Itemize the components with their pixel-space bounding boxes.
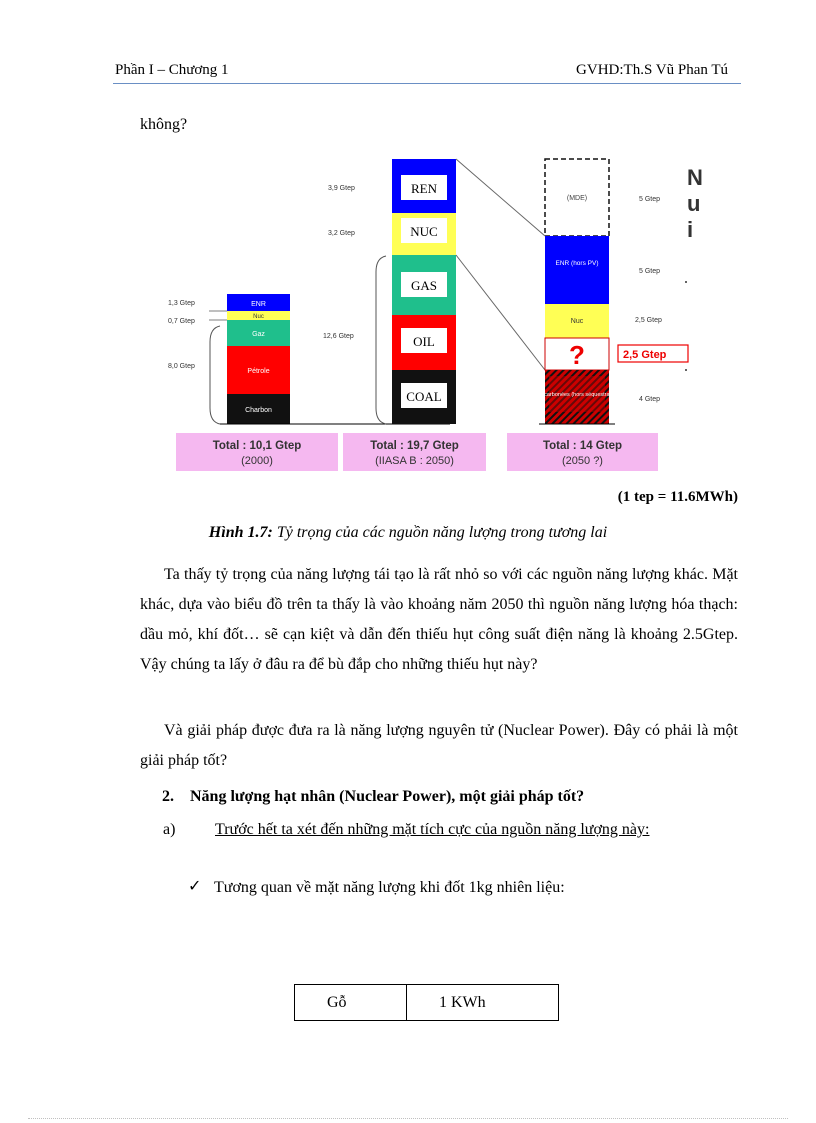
energy-chart	[160, 150, 710, 475]
question-mark: ?	[569, 340, 585, 370]
segment-label-oil: OIL	[413, 334, 435, 349]
bar-segment-enr	[545, 236, 609, 304]
header-instructor: GVHD:Th.S Vũ Phan Tú	[576, 62, 728, 78]
segment-label-enr: ENR (hors PV)	[555, 260, 599, 267]
segment-label-charbon: Charbon	[245, 407, 272, 414]
figure-caption	[0, 524, 816, 542]
side-value: 3,2 Gtep	[328, 230, 355, 237]
section-heading: 2. Năng lượng hạt nhân (Nuclear Power), một giải pháp tốt?	[162, 788, 585, 805]
segment-label-nuc: NUC	[410, 224, 438, 239]
intro-text: không?	[140, 116, 188, 133]
total-label: Total : 14 Gtep	[542, 440, 623, 452]
paragraph: Ta thấy tỷ trọng của năng lượng tái tạo là rất nhỏ so với các nguồn năng lượng khác. Mặt khác, dựa vào biểu đồ trên ta thấy là vào khoảng năm 2050 thì nguồn năng lượng hóa thạch: dầu mỏ, khí đốt… sẽ cạn kiệt và dẫn đến thiếu hụt công suất điện năng là khoảng 2.5Gtep. Vậy chúng ta lấy ở đâu ra để bù đắp cho những thiếu hụt này?	[140, 566, 738, 673]
checklist-text: Tương quan về mặt năng lượng khi đốt 1kg nhiên liệu:	[214, 879, 565, 896]
segment-label-coal: COAL	[406, 389, 442, 404]
total-sublabel: (2050 ?)	[562, 455, 603, 467]
side-value: 3,9 Gtep	[328, 185, 355, 192]
segment-label-nuc: Nuc	[253, 314, 264, 320]
column-2050-question	[521, 159, 688, 424]
table-cell-fuel: Gỗ	[295, 985, 407, 1021]
segment-label-carbon: Energies carbonées (hors séquestration CO2)	[520, 392, 634, 398]
total-label: Total : 10,1 Gtep	[212, 440, 302, 452]
table-row	[295, 985, 559, 1021]
total-label: Total : 19,7 Gtep	[370, 440, 459, 452]
cut-off-letter: u	[687, 191, 701, 216]
side-value: 5 Gtep	[639, 268, 661, 275]
header-chapter: Phần I – Chương 1	[115, 62, 229, 78]
side-value: 2,5 Gtep	[635, 317, 662, 324]
subsection-letter: a)	[163, 821, 176, 838]
cut-off-letter: i	[687, 217, 694, 242]
side-value: 0,7 Gtep	[168, 318, 195, 325]
side-value: 1,3 Gtep	[168, 300, 195, 307]
side-value-highlight: 2,5 Gtep	[623, 349, 667, 361]
column-2000	[168, 294, 290, 424]
caption-label: Hình 1.7:	[208, 524, 273, 541]
total-sublabel: (IIASA B : 2050)	[375, 455, 454, 467]
segment-label-ren: REN	[411, 181, 437, 196]
side-value: 4 Gtep	[639, 396, 661, 403]
side-value: 8,0 Gtep	[168, 363, 195, 370]
subsection-text: Trước hết ta xét đến những mặt tích cực của nguồn năng lượng này:	[215, 821, 650, 838]
segment-label-gaz: Gaz	[252, 331, 265, 338]
footer-rule	[28, 1118, 788, 1119]
energy-table	[294, 984, 559, 1021]
cut-off-letter: N	[687, 165, 703, 190]
segment-label-mde: (MDE)	[566, 195, 588, 202]
segment-label-nuc: Nuc	[570, 318, 584, 325]
side-value: 12,6 Gtep	[323, 333, 354, 340]
paragraph: Và giải pháp được đưa ra là năng lượng nguyên tử (Nuclear Power). Đây có phải là một giải pháp tốt?	[140, 722, 738, 769]
column-iiasa-2050	[323, 159, 456, 424]
total-sublabel: (2000)	[241, 455, 273, 467]
segment-label-enr: ENR	[251, 301, 266, 308]
header-rule	[113, 83, 741, 84]
caption-text: Tỷ trọng của các nguồn năng lượng trong tương lai	[272, 524, 608, 541]
segment-label-petrole: Pétrole	[247, 368, 270, 375]
check-mark-icon: ✓	[188, 876, 202, 895]
side-value: 5 Gtep	[639, 196, 661, 203]
unit-note: (1 tep = 11.6MWh)	[617, 489, 738, 505]
segment-label-gas: GAS	[410, 278, 438, 293]
table-cell-energy: 1 KWh	[407, 985, 559, 1021]
